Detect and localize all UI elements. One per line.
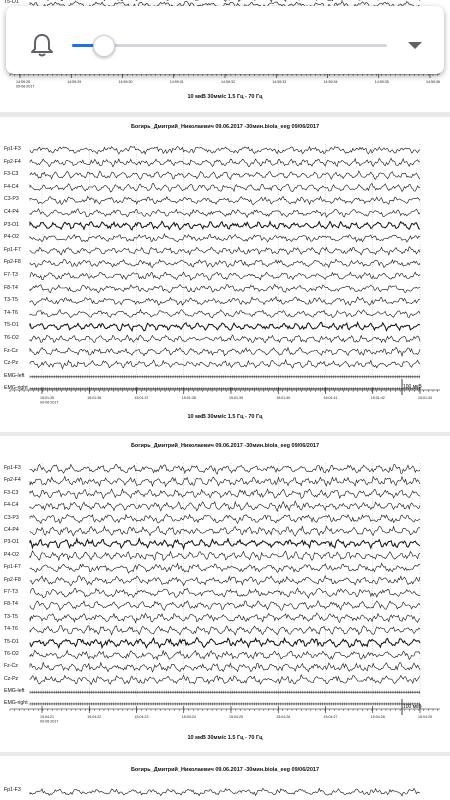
eeg-page-3 [0, 436, 450, 752]
channel-label: F3-C3 [4, 171, 19, 178]
eeg-trace [30, 171, 420, 179]
time-tick-label: 15:04:27 [323, 715, 338, 719]
eeg-trace [30, 234, 420, 242]
channel-label: C3-P3 [4, 196, 19, 203]
volume-panel [6, 6, 444, 74]
channel-label: C4-P4 [4, 209, 19, 215]
eeg-trace [30, 539, 420, 549]
channel-label: C4-P4 [4, 527, 19, 533]
emg-label: EMG-right [4, 384, 28, 391]
channel-label: F4-C4 [4, 502, 19, 509]
eeg-trace [30, 563, 420, 573]
channel-label: Fp2-F8 [4, 576, 21, 583]
time-tick-label: 15:01:42 [370, 396, 385, 400]
eeg-page-4-traces [0, 756, 450, 800]
eeg-trace [30, 501, 420, 511]
channel-label: T5-O1 [4, 638, 19, 645]
channel-label: F8-T4 [4, 601, 18, 608]
eeg-trace [30, 297, 420, 306]
chevron-down-icon[interactable] [404, 36, 426, 54]
time-tick-label: 15:01:38 [181, 396, 196, 400]
time-tick-label: 14:59:31 [169, 80, 184, 84]
emg-label: EMG-right [4, 699, 28, 706]
eeg-trace [30, 526, 420, 536]
channel-label: P3-O1 [4, 221, 19, 228]
eeg-trace [30, 196, 420, 204]
channel-label: F4-C4 [4, 183, 19, 190]
eeg-trace [30, 146, 420, 154]
channel-label: T4-T6 [4, 309, 18, 316]
time-tick-label: 15:01:40 [276, 396, 291, 400]
eeg-trace [30, 464, 420, 474]
time-tick-label: 14:59:36 [426, 80, 440, 84]
channel-label: Fz-Cz [4, 663, 18, 670]
time-tick-label: 15:01:36 [87, 396, 102, 400]
time-tick-label: 15:01:37 [134, 396, 149, 400]
time-tick-label: 09-06-2017 [40, 400, 59, 405]
eeg-trace [30, 489, 420, 499]
channel-label: T5-O1 [4, 0, 19, 5]
channel-label: Fp1-F3 [4, 465, 21, 471]
eeg-trace [30, 650, 420, 659]
time-tick-label: 15:01:43 [418, 396, 432, 400]
eeg-trace [30, 551, 420, 560]
time-tick-label: 15:04:28 [370, 715, 385, 719]
time-tick-label: 15:04:29 [418, 715, 432, 719]
channel-label: T3-T5 [4, 297, 18, 304]
time-tick-label: 15:01:41 [323, 396, 338, 400]
time-tick-label: 14:59:29 [67, 80, 82, 84]
channel-label: T3-T5 [4, 613, 18, 620]
channel-label: T5-O1 [4, 322, 19, 329]
channel-label: P4-O2 [4, 234, 19, 241]
time-tick-label: 14:59:35 [374, 80, 389, 84]
eeg-trace [30, 788, 420, 796]
time-tick-label: 15:04:25 [229, 715, 243, 719]
channel-label: F3-C3 [4, 489, 19, 496]
time-tick-label: 09-06-2017 [40, 719, 59, 724]
channel-label: T6-O2 [4, 335, 19, 341]
eeg-trace [30, 0, 420, 2]
volume-slider-track[interactable] [72, 44, 387, 47]
eeg-trace [30, 613, 420, 623]
eeg-trace [30, 322, 420, 330]
channel-label: Fp1-F7 [4, 246, 21, 253]
time-tick-label: 14:59:32 [221, 80, 235, 84]
time-tick-label: 15:04:24 [181, 715, 196, 719]
page-2-caption: 10 мкВ 30мм/с 1.5 Гц - 70 Гц [187, 414, 263, 420]
page-3-title: Богирь_Дмитрий_Николаевич 09.06.2017 -30мин.biola_eeg 09/06/2017 [130, 443, 320, 449]
channel-label: Fp2-F4 [4, 477, 21, 484]
eeg-trace [30, 221, 420, 230]
channel-label: Fp1-F3 [4, 787, 21, 793]
time-tick-label: 14:59:28 [16, 80, 30, 84]
eeg-trace [30, 588, 420, 598]
time-tick-label: 09-06-2017 [16, 84, 35, 89]
eeg-trace [30, 477, 420, 487]
time-tick-label: 15:01:39 [229, 396, 243, 400]
page-4-title: Богирь_Дмитрий_Николаевич 09.06.2017 -30мин.biola_eeg 09/06/2017 [130, 767, 320, 773]
eeg-page-4 [0, 756, 450, 800]
eeg-trace [30, 576, 420, 586]
eeg-trace [30, 272, 420, 280]
eeg-trace [30, 360, 420, 369]
bell-icon[interactable] [28, 32, 56, 58]
volume-slider-thumb[interactable] [93, 35, 115, 57]
eeg-trace [30, 284, 420, 292]
channel-label: P3-O1 [4, 539, 19, 546]
channel-label: T6-O2 [4, 651, 19, 657]
eeg-trace [30, 638, 420, 648]
eeg-trace [30, 601, 420, 611]
channel-label: C3-P3 [4, 514, 19, 521]
eeg-trace [30, 347, 420, 356]
eeg-trace [30, 514, 420, 523]
time-tick-label: 14:59:33 [272, 80, 287, 84]
channel-label: Fz-Cz [4, 347, 18, 354]
channel-label: Fp2-F8 [4, 259, 21, 266]
channel-label: Fp2-F4 [4, 158, 21, 165]
channel-label: F7-T3 [4, 589, 18, 595]
eeg-trace [30, 259, 420, 267]
page-1-caption: 10 мкВ 30мм/с 1.5 Гц - 70 Гц [187, 94, 263, 100]
eeg-page-2 [0, 117, 450, 432]
channel-label: T4-T6 [4, 626, 18, 633]
eeg-trace [30, 209, 420, 218]
emg-label: EMG-left [4, 372, 25, 379]
time-tick-label: 15:04:22 [87, 715, 102, 719]
eeg-page-3-traces [0, 436, 450, 752]
channel-label: F8-T4 [4, 284, 18, 291]
channel-label: Cz-Pz [4, 360, 19, 367]
eeg-trace [30, 626, 420, 636]
time-tick-label: 15:01:35 [40, 396, 54, 400]
time-tick-label: 15:04:26 [276, 715, 291, 719]
scale-label: 100 мкВ [403, 704, 422, 710]
time-tick-label: 15:04:23 [134, 715, 149, 719]
scale-label: 100 мкВ [403, 384, 422, 390]
page-2-title: Богирь_Дмитрий_Николаевич 09.06.2017 -30мин.biola_eeg 09/06/2017 [130, 124, 320, 130]
eeg-trace [30, 675, 420, 685]
eeg-trace [30, 663, 420, 672]
eeg-trace [30, 335, 420, 343]
time-tick-label: 14:59:34 [323, 80, 338, 84]
channel-label: Fp1-F3 [4, 146, 21, 152]
channel-label: Fp1-F7 [4, 564, 21, 571]
eeg-trace [30, 247, 420, 255]
eeg-trace [30, 158, 420, 166]
channel-label: F7-T3 [4, 272, 18, 278]
page-3-caption: 10 мкВ 30мм/с 1.5 Гц - 70 Гц [187, 735, 263, 741]
channel-label: Cz-Pz [4, 675, 19, 682]
eeg-trace [30, 183, 420, 192]
time-tick-label: 15:04:21 [40, 715, 54, 719]
time-tick-label: 14:59:30 [118, 80, 133, 84]
eeg-trace [30, 310, 420, 318]
eeg-page-2-traces [0, 117, 450, 432]
emg-label: EMG-left [4, 688, 25, 695]
channel-label: P4-O2 [4, 551, 19, 558]
